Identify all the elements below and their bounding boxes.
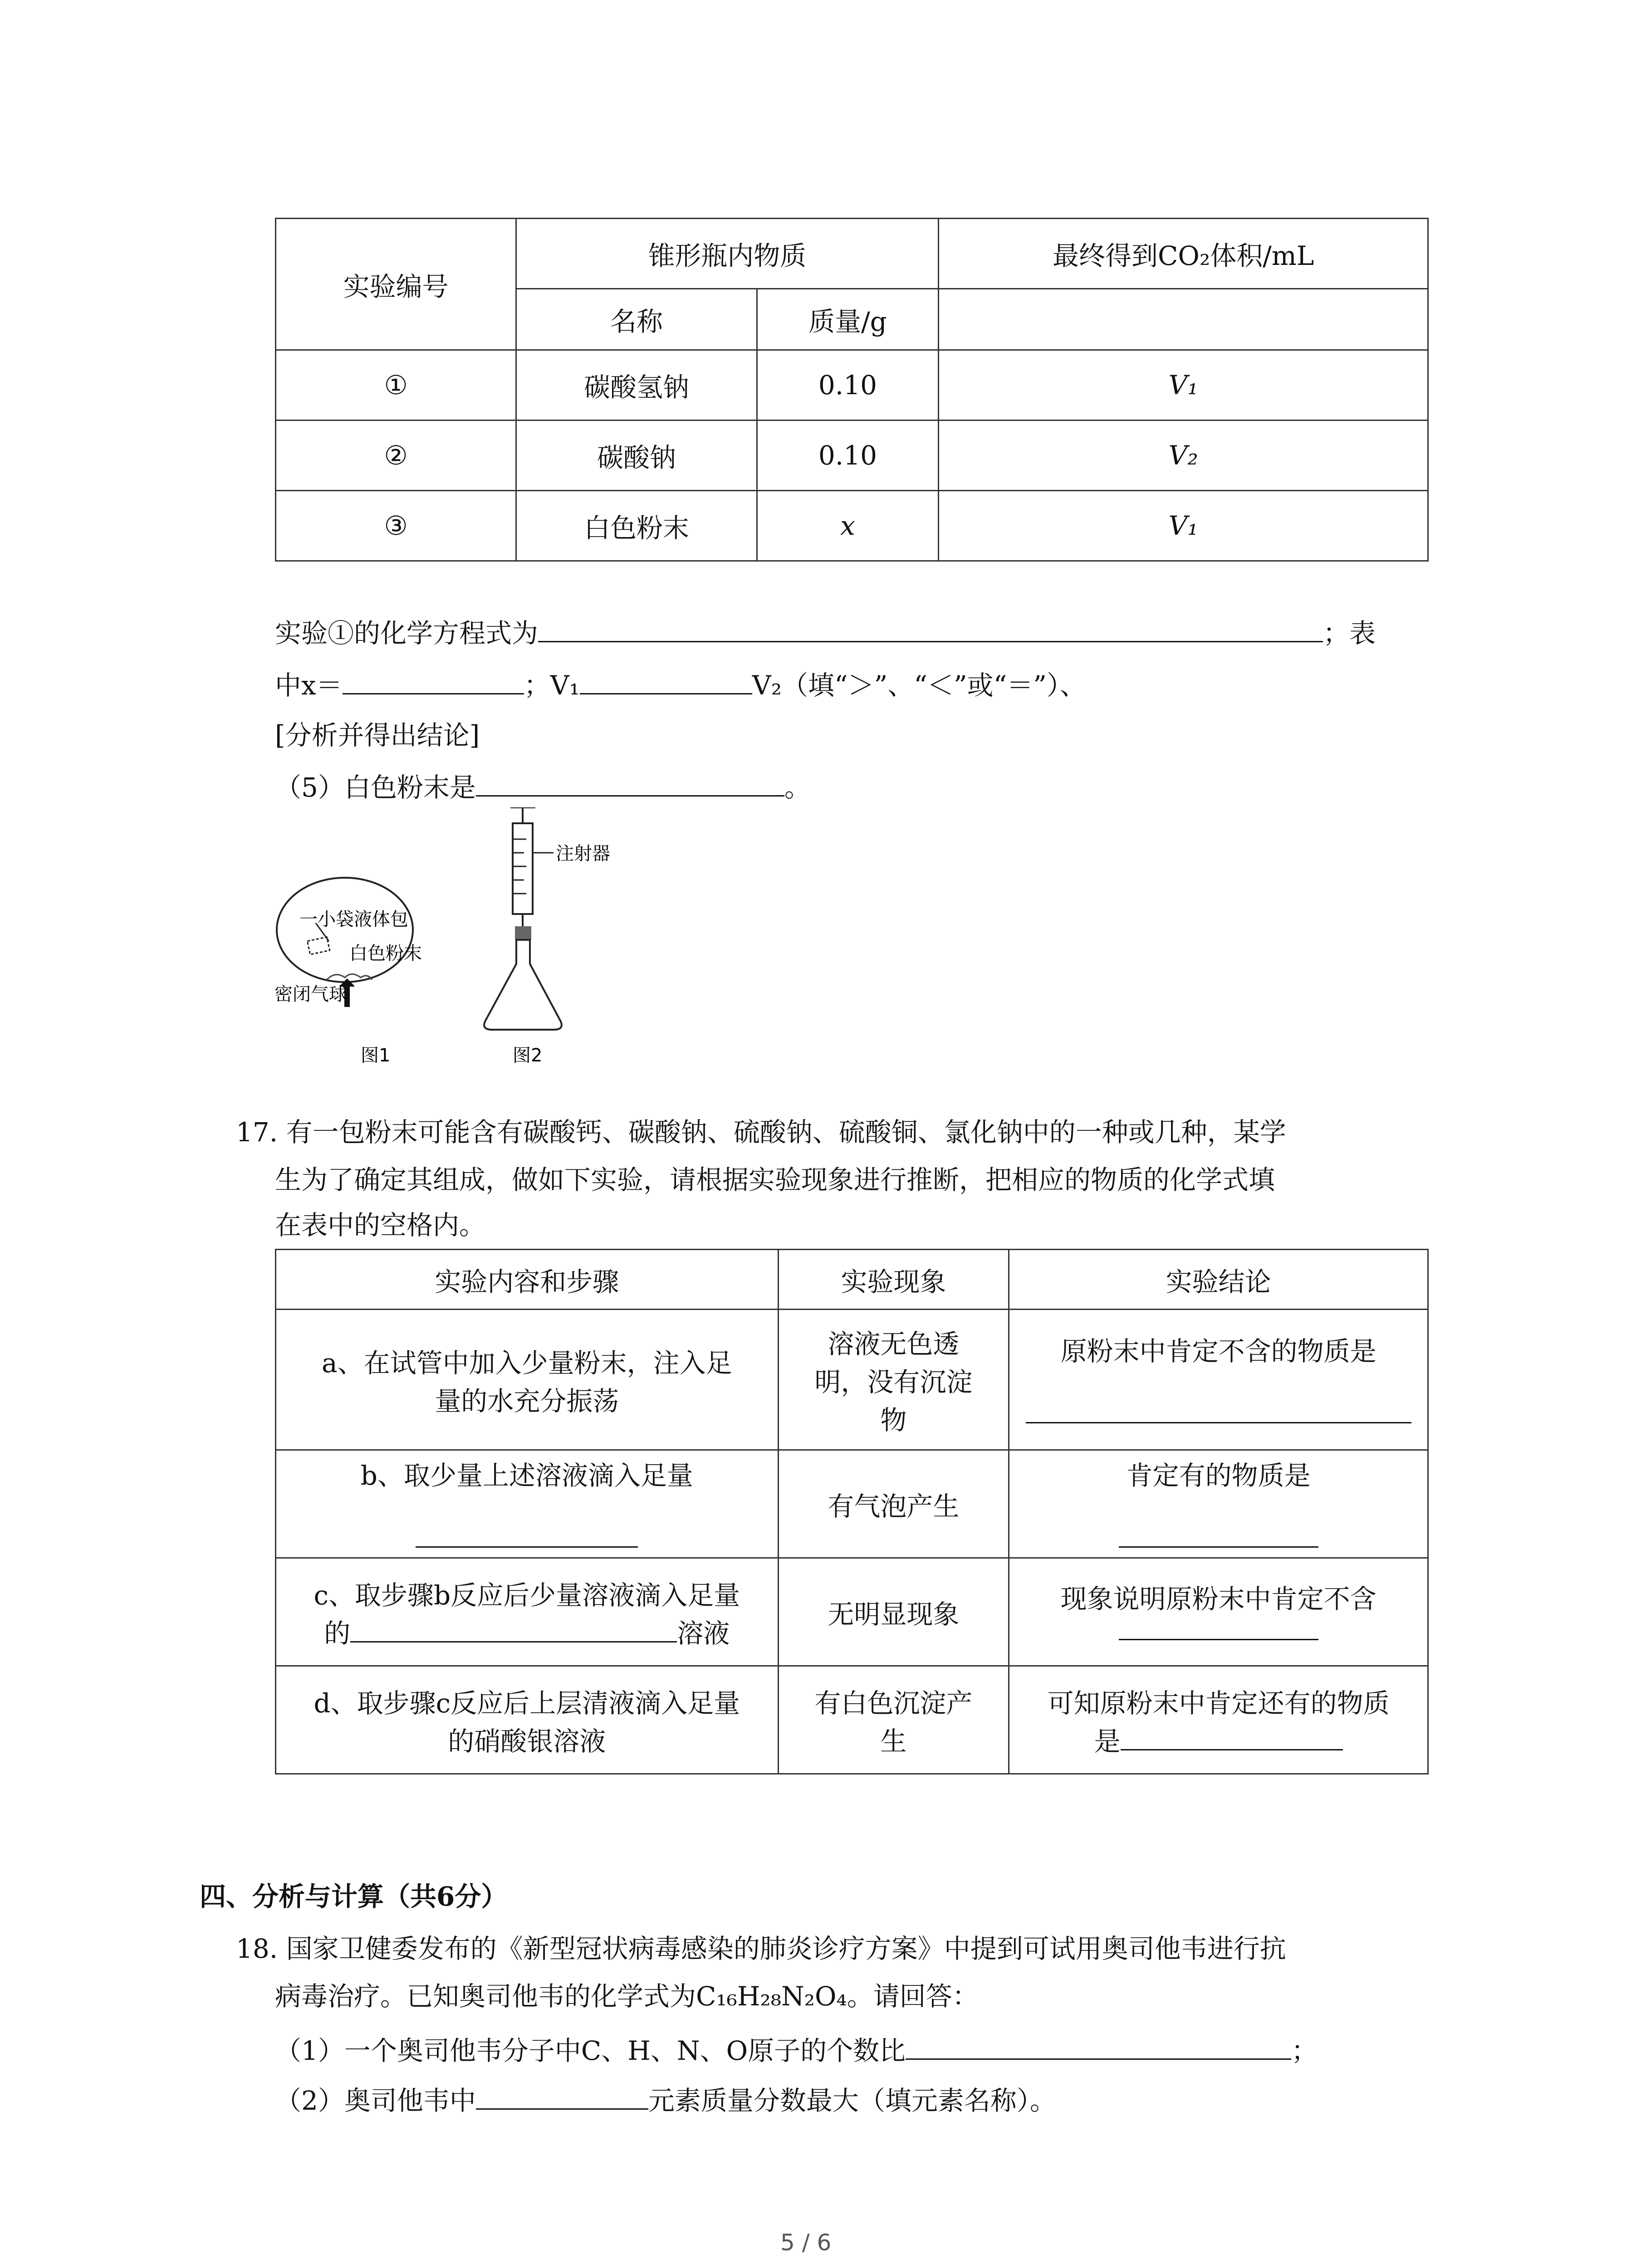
- text: 。: [784, 772, 811, 803]
- cell-mass: x: [757, 491, 939, 561]
- cell-volume: V₁: [939, 491, 1428, 561]
- cell-volume: V₂: [939, 420, 1428, 491]
- text: 有一包粉末可能含有碳酸钙、碳酸钠、硫酸钠、硫酸铜、氯化钠中的一种或几种，某学: [286, 1117, 1286, 1148]
- text: ；表: [1323, 618, 1376, 649]
- conclusion-d: [1009, 1666, 1428, 1774]
- fig-label-balloon: 密闭气球: [274, 984, 347, 1005]
- phenomenon-a: [778, 1310, 1009, 1450]
- answer-blank[interactable]: [343, 667, 524, 694]
- cell-name: 白色粉末: [516, 491, 757, 561]
- page-number: 5 / 6: [780, 2229, 832, 2256]
- analysis-heading: [分析并得出结论]: [275, 720, 480, 751]
- syringe-icon: [513, 823, 533, 914]
- liquid-packet-icon: [307, 937, 329, 954]
- text: （1）一个奥司他韦分子中C、H、N、O原子的个数比: [275, 2035, 906, 2066]
- text: 溶液: [677, 1618, 730, 1649]
- header-co2-volume: 最终得到CO₂体积/mL: [939, 219, 1428, 289]
- q18-sub1: [275, 2032, 1318, 2068]
- text: V₂（填“＞”、“＜”或“＝”）、: [752, 670, 1086, 701]
- step-b: [276, 1450, 779, 1558]
- text: 中x＝: [275, 670, 343, 701]
- header-name: 名称: [516, 289, 757, 350]
- header-steps: 实验内容和步骤: [276, 1250, 779, 1310]
- table-row: [276, 1310, 1428, 1450]
- answer-blank[interactable]: [416, 1524, 638, 1548]
- fig-label-powder: 白色粉末: [349, 943, 422, 964]
- text: d、取步骤c反应后上层清液滴入足量: [314, 1687, 740, 1719]
- balloon-outline: [277, 878, 413, 982]
- cell-id: ③: [276, 491, 516, 561]
- text: b、取少量上述溶液滴入足量: [360, 1460, 693, 1491]
- phenomenon-b: 有气泡产生: [778, 1450, 1009, 1558]
- text: 原粉末中肯定不含的物质是: [1060, 1335, 1376, 1367]
- cell-mass: 0.10: [757, 420, 939, 491]
- cell-name: 碳酸钠: [516, 420, 757, 491]
- header-blank: [939, 289, 1428, 350]
- cell-id: ②: [276, 420, 516, 491]
- text: 是: [1094, 1725, 1121, 1757]
- text: 生: [880, 1725, 907, 1757]
- cell-volume: V₁: [939, 350, 1428, 420]
- cell-name: 碳酸氢钠: [516, 350, 757, 420]
- table-row: [276, 1558, 1428, 1666]
- conclusion-a: [1009, 1310, 1428, 1450]
- header-experiment-id: 实验编号: [276, 219, 516, 350]
- table-row: [276, 491, 1428, 561]
- inference-table: [275, 1249, 1429, 1774]
- answer-blank[interactable]: [476, 2082, 648, 2110]
- answer-blank[interactable]: [580, 667, 752, 694]
- erlenmeyer-flask-icon: [484, 940, 562, 1030]
- table-row: [276, 420, 1428, 491]
- header-flask-contents: 锥形瓶内物质: [516, 219, 939, 289]
- table-row: [276, 1666, 1428, 1774]
- text: 量的水充分振荡: [435, 1385, 619, 1417]
- white-powder-line: [275, 769, 811, 804]
- text: （5）白色粉末是: [275, 772, 476, 803]
- q18-line1: [236, 1932, 1286, 1965]
- text: 的硝酸银溶液: [448, 1725, 606, 1757]
- text: c、取步骤b反应后少量溶液滴入足量: [314, 1579, 740, 1611]
- q18-sub2: [275, 2082, 1056, 2117]
- apparatus-figure: [272, 807, 681, 1080]
- table-row: [276, 350, 1428, 420]
- header-phenomenon: 实验现象: [778, 1250, 1009, 1310]
- experiment-table: [275, 218, 1429, 562]
- fig-label-bag: 一小袋液体包: [299, 909, 408, 930]
- conclusion-c: [1009, 1558, 1428, 1666]
- text: 的: [324, 1618, 351, 1649]
- text: （2）奥司他韦中: [275, 2085, 476, 2116]
- text: 物: [880, 1404, 907, 1436]
- step-a: [276, 1310, 779, 1450]
- q17-line2: 生为了确定其组成，做如下实验，请根据实验现象进行推断，把相应的物质的化学式填: [275, 1164, 1275, 1195]
- fig-label-syringe: 注射器: [556, 843, 610, 864]
- fig-label-2: 图2: [513, 1045, 543, 1066]
- phenomenon-c: 无明显现象: [778, 1558, 1009, 1666]
- answer-blank[interactable]: [350, 1618, 677, 1642]
- equation-line: [275, 615, 1376, 650]
- question-number: 17.: [236, 1117, 278, 1148]
- text: 可知原粉末中肯定还有的物质: [1047, 1687, 1390, 1719]
- question-number: 18.: [236, 1933, 278, 1964]
- answer-blank[interactable]: [1119, 1524, 1318, 1548]
- text: 实验①的化学方程式为: [275, 618, 539, 649]
- text: 肯定有的物质是: [1126, 1460, 1311, 1491]
- step-d: [276, 1666, 779, 1774]
- text: 溶液无色透: [828, 1328, 960, 1359]
- text: ；V₁: [524, 670, 580, 701]
- text: a、在试管中加入少量粉末，注入足: [322, 1347, 732, 1378]
- text: 现象说明原粉末中肯定不含: [1060, 1583, 1376, 1614]
- cell-id: ①: [276, 350, 516, 420]
- q17-line3: 在表中的空格内。: [275, 1210, 486, 1241]
- x-compare-line: [275, 667, 1086, 702]
- answer-blank[interactable]: [906, 2032, 1291, 2060]
- conclusion-b: [1009, 1450, 1428, 1558]
- q17-line1: [236, 1116, 1286, 1149]
- table-row: [276, 1450, 1428, 1558]
- text: 明，没有沉淀: [814, 1366, 973, 1398]
- answer-blank[interactable]: [1121, 1726, 1343, 1750]
- q18-line2: 病毒治疗。已知奥司他韦的化学式为C₁₆H₂₈N₂O₄。请回答：: [275, 1981, 979, 2012]
- header-mass: 质量/g: [757, 289, 939, 350]
- answer-blank[interactable]: [538, 615, 1323, 642]
- answer-blank[interactable]: [476, 769, 784, 797]
- text: 元素质量分数最大（填元素名称）。: [648, 2085, 1056, 2116]
- fig-label-1: 图1: [361, 1045, 391, 1066]
- stopper: [515, 926, 531, 940]
- text: 国家卫健委发布的《新型冠状病毒感染的肺炎诊疗方案》中提到可试用奥司他韦进行抗: [286, 1933, 1286, 1964]
- header-conclusion: 实验结论: [1009, 1250, 1428, 1310]
- answer-blank[interactable]: [1026, 1399, 1411, 1423]
- phenomenon-d: [778, 1666, 1009, 1774]
- text: ；: [1291, 2035, 1318, 2066]
- cell-mass: 0.10: [757, 350, 939, 420]
- text: 有白色沉淀产: [814, 1687, 973, 1719]
- step-c: [276, 1558, 779, 1666]
- section-heading: 四、分析与计算（共6分）: [200, 1881, 508, 1912]
- answer-blank[interactable]: [1119, 1616, 1318, 1640]
